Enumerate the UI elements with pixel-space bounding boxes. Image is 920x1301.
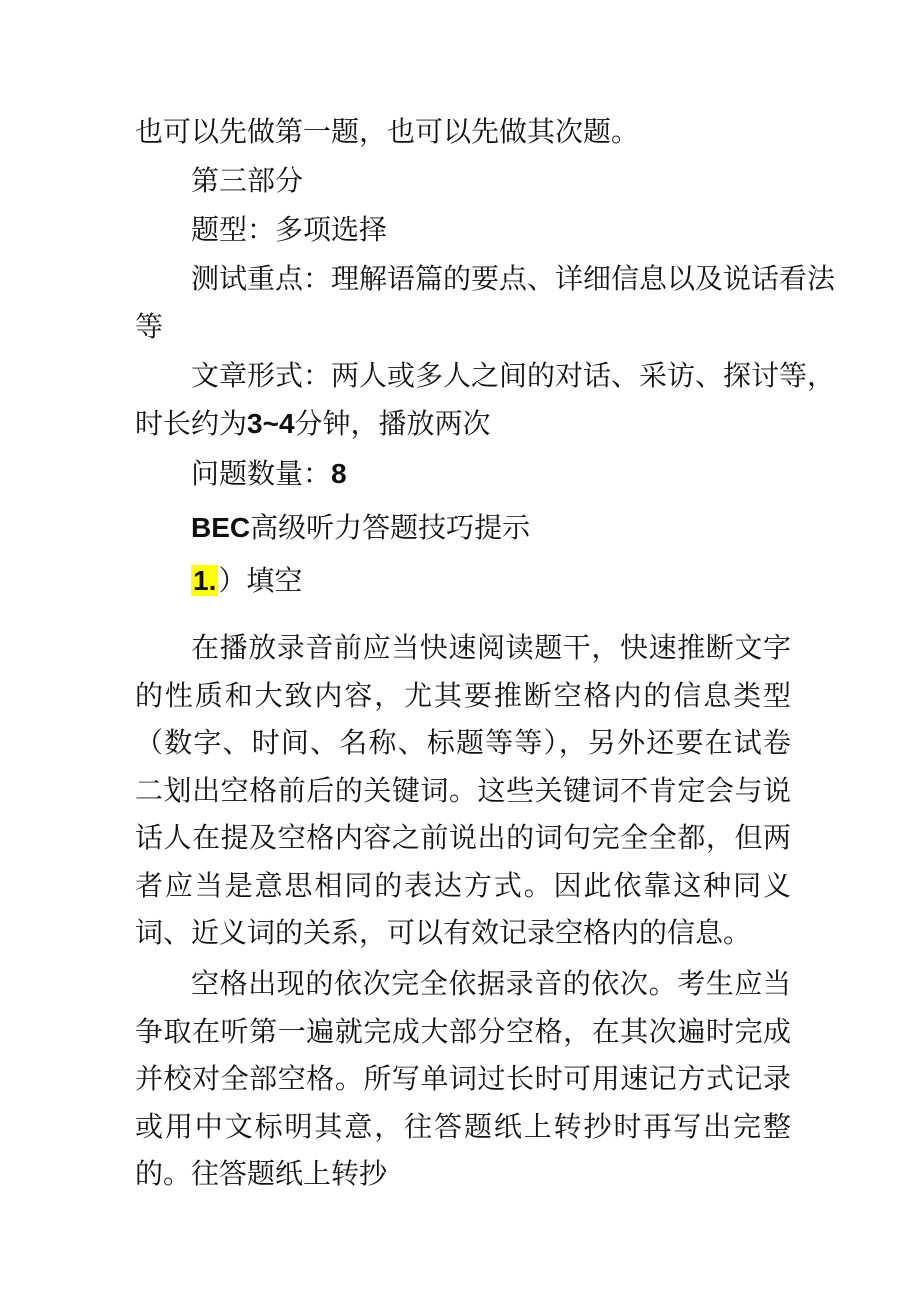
duration-number: 3~4 bbox=[247, 408, 295, 439]
tips-heading-prefix: BEC bbox=[191, 512, 251, 543]
item-title: ）填空 bbox=[218, 564, 303, 597]
question-count-label: 问题数量： bbox=[191, 457, 332, 490]
tips-heading bbox=[191, 508, 851, 548]
item-number-highlight: 1. bbox=[193, 565, 217, 596]
part-heading: 第三部分 bbox=[191, 164, 304, 197]
continuation-line: 也可以先做第一题，也可以先做其次题。 bbox=[135, 115, 640, 148]
question-count bbox=[191, 454, 851, 494]
paragraph-fill-in-tips: 在播放录音前应当快速阅读题干，快速推断文字的性质和大致内容，尤其要推断空格内的信息类型（数字、时间、名称、标题等等），另外还要在试卷二划出空格前后的关键词。这些关键词不肯定会与说话人在提及空格内容之前说出的词句完全全都，但两者应当是意思相同的表达方式。因此依靠这种同义词、近义词的关系，可以有效记录空格内的信息。 bbox=[135, 631, 791, 949]
article-form-line-2 bbox=[135, 404, 795, 444]
test-focus-line-1: 测试重点：理解语篇的要点、详细信息以及说话看法 bbox=[191, 262, 836, 295]
article-form-prefix: 时长约为 bbox=[135, 407, 248, 440]
question-type: 题型：多项选择 bbox=[191, 213, 388, 246]
question-count-value: 8 bbox=[331, 458, 347, 489]
article-form-suffix: 分钟，播放两次 bbox=[294, 407, 491, 440]
test-focus-line-2: 等 bbox=[135, 310, 164, 343]
item-heading bbox=[191, 561, 851, 601]
article-form-line-1: 文章形式：两人或多人之间的对话、采访、探讨等， bbox=[191, 359, 836, 392]
paragraph-blank-order: 空格出现的依次完全依据录音的依次。考生应当争取在听第一遍就完成大部分空格，在其次遍时完成并校对全部空格。所写单词过长时可用速记方式记录或用中文标明其意，往答题纸上转抄时再写出完整的。往答题纸上转抄 bbox=[135, 967, 791, 1190]
tips-heading-suffix: 高级听力答题技巧提示 bbox=[250, 511, 531, 544]
